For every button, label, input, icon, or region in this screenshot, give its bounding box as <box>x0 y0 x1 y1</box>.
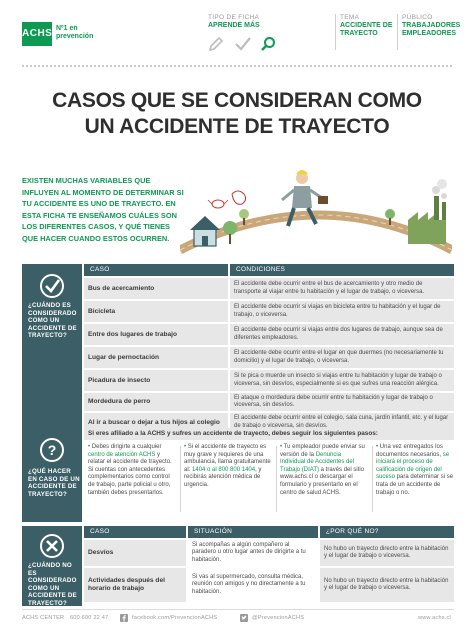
header-divider <box>22 65 452 67</box>
footer-phone[interactable]: 600 600 22 47 <box>70 615 109 621</box>
section2-sidebar <box>22 428 82 522</box>
search-icon <box>260 36 276 55</box>
tema <box>335 14 393 50</box>
row-situacion: Si vas al supermercado, consulta médica, reunión con amigos y no directamente a tu habitación. <box>188 568 318 602</box>
publico-label: PÚBLICO <box>402 14 433 21</box>
table-row <box>84 370 454 391</box>
tema-value: ACCIDENTE DE TRAYECTO <box>340 22 393 37</box>
row-caso: Mordedura de perro <box>84 393 228 411</box>
ambulance-phone[interactable]: 1404 o al 800 800 1404 <box>192 466 256 473</box>
twitter-icon <box>240 612 248 624</box>
section-cuando-es <box>22 264 454 432</box>
commute-illustration <box>180 160 452 255</box>
tipo-value: APRENDE MÁS <box>208 22 260 29</box>
footer-center: ACHS CENTER <box>22 615 65 621</box>
row-situacion: Si acompañas a algún compañero al paradero u otro lugar antes de dirigirte a tu habitación. <box>188 540 318 566</box>
section3-side-text: ¿CUÁNDO NO ES CONSIDERADO COMO UN ACCIDENTE DE TRAYECTO? <box>28 562 77 607</box>
section-que-hacer <box>22 428 454 522</box>
section1-sidebar <box>22 264 82 432</box>
publico <box>397 14 469 50</box>
row-condicion: El accidente debe ocurrir entre el lugar en que duermes (no necesariamente tu domicilio) y el lugar de trabajo, o viceversa. <box>230 347 454 368</box>
row-condicion: El accidente debe ocurrir entre el colegio, sala cuna, jardín infantil, etc. y el lugar de trabajo o viceversa, sin desvíos. <box>230 413 454 432</box>
dog-icon <box>232 191 246 204</box>
intro-text: EXISTEN MUCHAS VARIABLES QUE INFLUYEN AL MOMENTO DE DETERMINAR SI TU ACCIDENTE ES UNO DE TRAYECTO. EN ESTA FICHA TE ENSEÑAMOS CUÁLES SON LOS DIFERENTES CASOS, Y QUÉ TIENES QUE HACER CUANDO ESTOS OCURREN. <box>22 176 184 243</box>
table-row <box>84 301 454 322</box>
tipo-ficha <box>208 14 318 30</box>
bullet: • <box>376 444 380 450</box>
row-caso: Bicicleta <box>84 301 228 322</box>
close-circle-icon <box>40 534 64 558</box>
table-row <box>84 278 454 299</box>
bullet: • <box>280 444 284 450</box>
row-condicion: El ataque o mordedura debe ocurrir entre tu habitación y lugar de trabajo o viceversa, sin desvíos. <box>230 393 454 411</box>
diat-link[interactable]: Denuncia Individual de Accidentes del Trabajo (DIAT) <box>280 451 355 473</box>
calificacion-link[interactable]: se iniciará el proceso de calificación de origen del suceso <box>376 451 450 481</box>
table-row <box>84 324 454 345</box>
tipo-label: TIPO DE FICHA <box>208 14 260 21</box>
row-condicion: Si te pica o muerde un insecto si viajas entre tu habitación y lugar de trabajo o viceversa, sin desvíos, especialmente si es que sufres una reacción alérgica. <box>230 370 454 391</box>
row-caso: Entre dos lugares de trabajo <box>84 324 228 345</box>
section2-intro: Si eres afiliado a la ACHS y sufres un accidente de trayecto, debes seguir los siguientes pasos: <box>84 428 454 440</box>
page-title <box>30 88 444 140</box>
table-row <box>84 393 454 411</box>
house-icon <box>190 216 220 246</box>
question-circle-icon: ? <box>40 438 64 462</box>
footer-divider <box>22 609 454 610</box>
factory-icon <box>408 179 447 244</box>
bullet: • <box>88 444 92 450</box>
facebook-icon <box>120 612 128 624</box>
check-icon <box>234 36 252 55</box>
step-1-link[interactable]: centro de atención ACHS <box>88 451 156 458</box>
footer-twitter[interactable]: @PrevencionACHS <box>252 615 305 621</box>
row-caso: Picadura de insecto <box>84 370 228 391</box>
pencil-icon <box>208 36 224 55</box>
logo-tagline: Nº1 en prevención <box>56 25 94 40</box>
section3-col-caso: CASO <box>84 526 186 538</box>
logo-mark: ACHS <box>22 22 52 46</box>
section3-col-situacion: SITUACIÓN <box>188 526 318 538</box>
table-row <box>84 347 454 368</box>
section1-col-condiciones: CONDICIONES <box>230 264 454 276</box>
step-4: • Una vez entregados los documentos necesarios, se iniciará el proceso de calificación de origen del suceso para determinar si se trata de un accidente de trabajo o no. <box>376 444 454 496</box>
row-porque: No hubo un trayecto directo entre la habitación y el lugar de trabajo o viceversa. <box>320 540 454 566</box>
title-line-2: UN ACCIDENTE DE TRAYECTO <box>84 115 390 138</box>
tipo-icons <box>208 36 288 54</box>
row-condicion: El accidente debe ocurrir entre el bus de acercamiento y otro medio de transporte al viajar entre tu habitación y el lugar de trabajo, o viceversa. <box>230 278 454 299</box>
bullet: • <box>184 444 188 450</box>
footer-facebook[interactable]: facebook.com/PrevencionACHS <box>132 615 218 621</box>
row-caso: Al ir a buscar o dejar a tus hijos al colegio <box>84 413 228 432</box>
section1-col-caso: CASO <box>84 264 228 276</box>
insect-icon <box>208 200 228 208</box>
row-caso: Bus de acercamiento <box>84 278 228 299</box>
tema-label: TEMA <box>340 14 360 21</box>
section3-col-porque: ¿POR QUÉ NO? <box>320 526 454 538</box>
section-cuando-no-es <box>22 526 454 606</box>
divider <box>372 446 373 512</box>
achs-logo <box>22 22 100 50</box>
step-3: • Tu empleador puede enviar su versión de la Denuncia Individual de Accidentes del Trabajo (DIAT) a través del sitio www.achs.cl o descargar el formulario y presentarlo en el centro de salud ACHS. <box>280 444 365 496</box>
row-caso: Desvíos <box>84 540 186 566</box>
section2-side-text: ¿QUÉ HACER EN CASO DE UN ACCIDENTE DE TRAYECTO? <box>28 468 80 498</box>
footer <box>22 612 454 624</box>
divider <box>180 446 181 512</box>
footer-web[interactable]: www.achs.cl <box>418 615 451 621</box>
divider <box>276 446 277 512</box>
table-row <box>84 540 454 566</box>
step-1: • Debes dirigirte a cualquier centro de atención ACHS y relatar el accidente de trayecto. Si cuentas con antecedentes complementarios como control de trabajo, parte policial u otro, también debes presentarlos. <box>88 444 172 496</box>
title-line-1: CASOS QUE SE CONSIDERAN COMO <box>52 89 422 112</box>
section1-side-text: ¿CUÁNDO ES CONSIDERADO COMO UN ACCIDENTE DE TRAYECTO? <box>28 302 77 340</box>
publico-value: TRABAJADORES EMPLEADORES <box>402 22 461 37</box>
row-porque: No hubo un trayecto directo entre la habitación y el lugar de trabajo o viceversa. <box>320 568 454 602</box>
row-caso: Actividades después del horario de trabajo <box>84 568 186 602</box>
row-condicion: El accidente debe ocurrir si viajas en bicicleta entre tu habitación y el lugar de trabajo, o viceversa. <box>230 301 454 322</box>
row-condicion: El accidente debe ocurrir si viajas entre dos lugares de trabajo, aunque sea de diferentes empleadores. <box>230 324 454 345</box>
table-row <box>84 568 454 602</box>
row-caso: Lugar de pernoctación <box>84 347 228 368</box>
check-circle-icon <box>40 274 64 298</box>
section3-sidebar <box>22 526 82 606</box>
step-2: • Si el accidente de trayecto es muy grave y requieres de una ambulancia, llama gratuitamente al: 1404 o al 800 800 1404, y recibirás atención médica de urgencia. <box>184 444 271 488</box>
header <box>0 0 474 62</box>
